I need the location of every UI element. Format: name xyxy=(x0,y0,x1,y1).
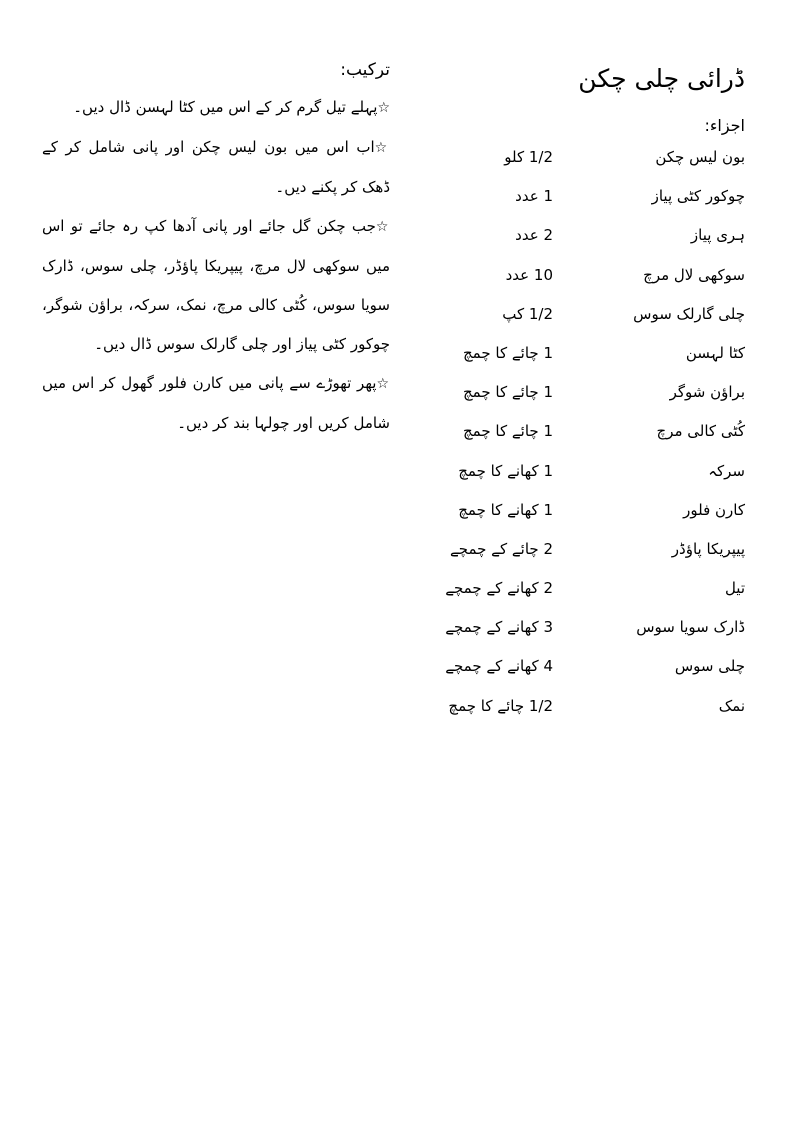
ingredient-name: کُٹی کالی مرچ xyxy=(656,422,745,441)
ingredient-name: ڈارک سویا سوس xyxy=(636,618,745,637)
star-icon: ☆ xyxy=(377,100,390,116)
ingredient-name: براؤن شوگر xyxy=(669,383,745,402)
ingredient-name: چلی سوس xyxy=(674,657,745,676)
method-step xyxy=(42,207,390,364)
ingredient-row xyxy=(385,414,745,453)
method-step-text: جب چکن گل جائے اور پانی آدھا کپ رہ جائے تو اس میں سوکھی لال مرچ، پیپریکا پاؤڈر، چلی سوس، ڈارک سویا سوس، کُٹی کالی مرچ، نمک، سرکہ، براؤن شوگر، چوکور کٹی پیاز اور چلی گارلک سوس ڈال دیں۔ xyxy=(42,217,390,353)
ingredient-row xyxy=(385,179,745,218)
method-heading: ترکیب: xyxy=(340,60,390,80)
ingredient-name: تیل xyxy=(724,579,745,598)
ingredient-row xyxy=(385,649,745,688)
ingredient-row xyxy=(385,493,745,532)
ingredient-quantity: 1/2 چائے کا چمچ xyxy=(448,696,553,715)
ingredient-quantity: 2 عدد xyxy=(515,226,553,245)
ingredient-quantity: 4 کھانے کے چمچے xyxy=(445,657,553,676)
ingredient-name: کارن فلور xyxy=(683,500,745,519)
ingredient-row xyxy=(385,532,745,571)
ingredient-name: بون لیس چکن xyxy=(655,148,745,166)
ingredient-row xyxy=(385,375,745,414)
ingredient-quantity: 1 چائے کا چمچ xyxy=(463,343,553,362)
method-section xyxy=(42,58,390,443)
ingredient-row xyxy=(385,218,745,257)
ingredients-list xyxy=(385,140,745,728)
method-step-text: پھر تھوڑے سے پانی میں کارن فلور گھول کر اس میں شامل کریں اور چولہا بند کر دیں۔ xyxy=(42,374,390,432)
ingredient-quantity: 10 عدد xyxy=(505,265,553,284)
ingredient-quantity: 2 کھانے کے چمچے xyxy=(445,579,553,598)
method-step xyxy=(42,128,390,207)
method-step-text: پہلے تیل گرم کر کے اس میں کٹا لہسن ڈال دیں۔ xyxy=(73,98,378,116)
ingredient-name: چلی گارلک سوس xyxy=(633,304,745,323)
ingredient-name: نمک xyxy=(718,696,745,715)
ingredients-heading: اجزاء: xyxy=(704,116,745,135)
ingredient-quantity: 1 چائے کا چمچ xyxy=(463,383,553,402)
ingredient-quantity: 1/2 کپ xyxy=(502,304,553,323)
ingredient-row xyxy=(385,571,745,610)
ingredient-row xyxy=(385,689,745,728)
ingredient-quantity: 1 کھانے کا چمچ xyxy=(458,461,553,480)
ingredient-name: ہری پیاز xyxy=(690,226,745,245)
ingredient-quantity: 1 چائے کا چمچ xyxy=(463,422,553,441)
ingredient-row xyxy=(385,610,745,649)
ingredient-name: چوکور کٹی پیاز xyxy=(651,187,745,206)
method-step xyxy=(42,364,390,443)
method-steps xyxy=(42,88,390,443)
ingredient-quantity: 3 کھانے کے چمچے xyxy=(445,618,553,637)
ingredient-row xyxy=(385,140,745,179)
ingredient-row xyxy=(385,454,745,493)
ingredient-row xyxy=(385,336,745,375)
ingredient-row xyxy=(385,297,745,336)
ingredient-name: سوکھی لال مرچ xyxy=(643,265,745,284)
star-icon: ☆ xyxy=(374,140,390,156)
ingredient-name: پیپریکا پاؤڈر xyxy=(671,539,745,558)
ingredient-quantity: 1 عدد xyxy=(515,187,553,206)
star-icon: ☆ xyxy=(376,376,390,392)
method-step xyxy=(42,88,390,128)
star-icon: ☆ xyxy=(375,219,390,235)
ingredient-quantity: 1/2 کلو xyxy=(504,148,553,166)
ingredient-row xyxy=(385,258,745,297)
recipe-title: ڈرائی چلی چکن xyxy=(578,64,745,93)
ingredient-quantity: 2 چائے کے چمچے xyxy=(449,539,553,558)
ingredient-name: کٹا لہسن xyxy=(685,343,745,362)
ingredient-name: سرکہ xyxy=(708,461,745,480)
method-step-text: اب اس میں بون لیس چکن اور پانی شامل کر کے ڈھک کر پکنے دیں۔ xyxy=(42,138,390,196)
ingredient-quantity: 1 کھانے کا چمچ xyxy=(458,500,553,519)
